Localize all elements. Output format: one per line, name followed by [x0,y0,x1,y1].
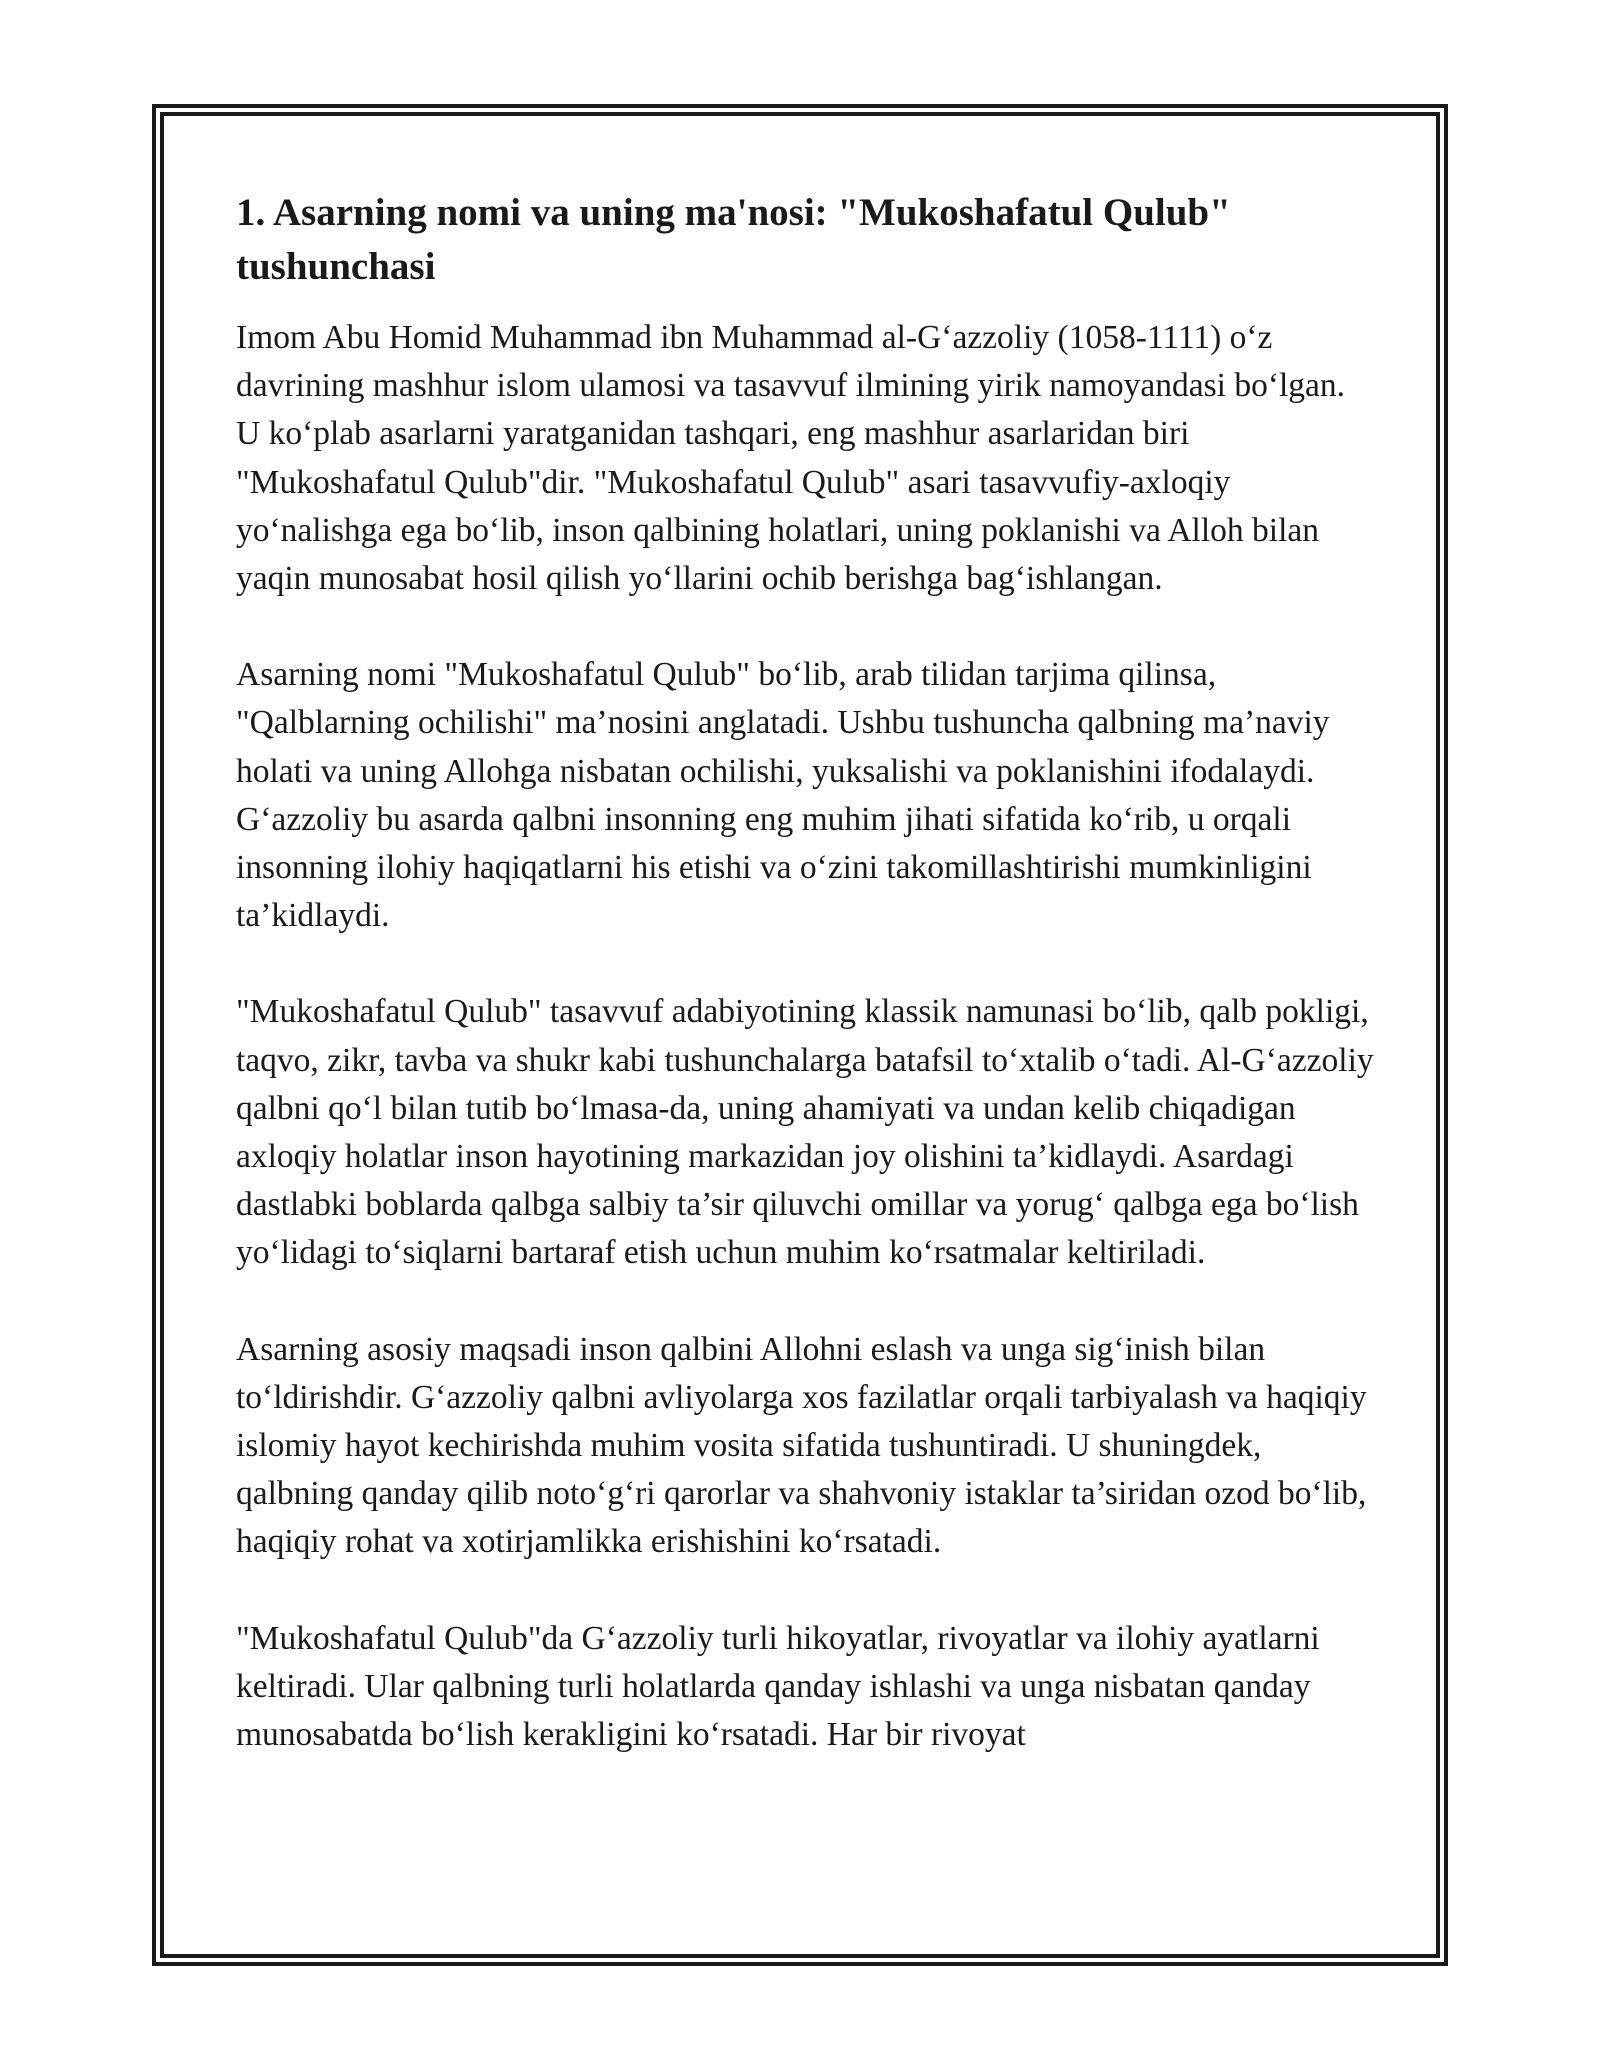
section-heading: 1. Asarning nomi va uning ma'nosi: "Mukoshafatul Qulub" tushunchasi [236,191,1231,288]
paragraph-5: "Mukoshafatul Qulub"da G‘azzoliy turli hikoyatlar, rivoyatlar va ilohiy ayatlarni keltiradi. Ular qalbning turli holatlarda qanday ishlashi va unga nisbatan qanday munosabatda bo‘lish kerakligini ko‘rsatadi. Har bir rivoyat [236,1619,1320,1754]
paragraph-1: Imom Abu Homid Muhammad ibn Muhammad al-G‘azzoliy (1058-1111) o‘z davrining mashhur islom ulamosi va tasavvuf ilmining yirik namoyandasi bo‘lgan. U ko‘plab asarlarni yaratganidan tashqari, eng mashhur asarlaridan biri "Mukoshafatul Qulub"dir. "Mukoshafatul Qulub" asari tasavvufiy-axloqiy yo‘nalishga ega bo‘lib, inson qalbining holatlari, uning poklanishi va Alloh bilan yaqin munosabat hosil qilish yo‘llarini ochib berishga bag‘ishlangan. [236,319,1346,598]
paragraph-2: Asarning nomi "Mukoshafatul Qulub" bo‘lib, arab tilidan tarjima qilinsa, "Qalblarning ochilishi" ma’nosini anglatadi. Ushbu tushuncha qalbning ma’naviy holati va uning Allohga nisbatan ochilishi, yuksalishi va poklanishini ifodalaydi. G‘azzoliy bu asarda qalbni insonning eng muhim jihati sifatida ko‘rib, u orqali insonning ilohiy haqiqatlarni his etishi va o‘zini takomillashtirishi mumkinligini ta’kidlaydi. [236,656,1330,935]
paragraph-3: "Mukoshafatul Qulub" tasavvuf adabiyotining klassik namunasi bo‘lib, qalb pokligi, taqvo, zikr, tavba va shukr kabi tushunchalarga batafsil to‘xtalib o‘tadi. Al-G‘azzoliy qalbni qo‘l bilan tutib bo‘lmasa-da, uning ahamiyati va undan kelib chiqadigan axloqiy holatlar inson hayotining markazidan joy olishini ta’kidlaydi. Asardagi dastlabki boblarda qalbga salbiy ta’sir qiluvchi omillar va yorug‘ qalbga ega bo‘lish yo‘lidagi to‘siqlarni bartaraf etish uchun muhim ko‘rsatmalar keltiriladi. [236,993,1374,1272]
paragraph-4: Asarning asosiy maqsadi inson qalbini Allohni eslash va unga sig‘inish bilan to‘ldirishdir. G‘azzoliy qalbni avliyolarga xos fazilatlar orqali tarbiyalash va haqiqiy islomiy hayot kechirishda muhim vosita sifatida tushuntiradi. U shuningdek, qalbning qanday qilib noto‘g‘ri qarorlar va shahvoniy istaklar ta’siridan ozod bo‘lib, haqiqiy rohat va xotirjamlikka erishishini ko‘rsatadi. [236,1330,1367,1561]
document-body [236,186,1376,1759]
